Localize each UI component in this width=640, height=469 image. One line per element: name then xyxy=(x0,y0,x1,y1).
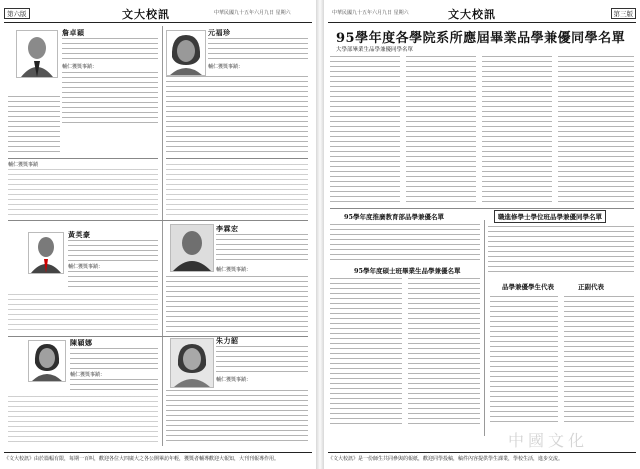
profile-name-5: 陳穎娜 xyxy=(70,338,93,347)
divider xyxy=(330,208,634,209)
divider xyxy=(8,220,308,221)
section-heading-masters: 95學年度碩士班畢業生品學兼優名單 xyxy=(354,267,461,275)
name-list-col-3 xyxy=(482,56,552,204)
profile-photo-1 xyxy=(16,30,58,78)
column-rule xyxy=(484,220,485,436)
right-page xyxy=(324,0,640,469)
name-list-col-2 xyxy=(406,56,476,204)
profile-label-1: 輔仁獲獎事蹟： xyxy=(62,64,98,70)
page-number: 第六版 xyxy=(4,8,30,19)
profile-text-1 xyxy=(62,38,158,62)
issue-date: 中華民國九十五年六月九日 星期六 xyxy=(332,10,409,16)
profile-body-5 xyxy=(70,379,158,393)
profile-photo-5 xyxy=(28,340,66,382)
profile-text-4 xyxy=(216,234,308,264)
issue-date: 中華民國九十五年六月九日 星期六 xyxy=(214,10,291,16)
section-heading-inservice: 職進修學士學位班品學兼優同學名單 xyxy=(494,210,606,223)
profile-story-2 xyxy=(166,164,308,218)
profile-name-1: 詹卓穎 xyxy=(62,28,85,37)
profile-photo-3 xyxy=(28,232,64,274)
section-heading-main-reps: 正副代表 xyxy=(578,283,604,291)
profile-label-2: 輔仁獲獎事蹟： xyxy=(208,64,244,70)
profile-name-4: 李霖宏 xyxy=(216,224,239,233)
left-header xyxy=(4,6,312,23)
name-list-col-4 xyxy=(558,56,634,204)
page-gutter xyxy=(316,0,324,469)
profile-photo-6 xyxy=(170,338,214,388)
divider xyxy=(8,336,308,337)
masthead: 文大校訊 xyxy=(122,8,170,21)
section-label: 輔仁獲獎事蹟 xyxy=(8,162,39,168)
column-rule xyxy=(162,26,163,446)
profile-body-3 xyxy=(68,271,158,289)
left-page xyxy=(0,0,316,469)
profile-story-3 xyxy=(8,294,158,332)
page-number: 第三版 xyxy=(611,8,637,19)
masthead: 文大校訊 xyxy=(448,8,496,21)
name-list-continuing-ed xyxy=(330,224,480,262)
profile-name-2: 元福珍 xyxy=(208,28,231,37)
page-title: 95學年度各學院系所應屆畢業品學兼優同學名單 xyxy=(336,31,626,46)
name-list-masters-1 xyxy=(330,278,402,428)
profile-body-2 xyxy=(166,76,308,156)
name-list-masters-2 xyxy=(408,278,480,428)
profile-story-1 xyxy=(8,169,158,217)
profile-photo-2 xyxy=(166,30,206,76)
section-heading-representatives: 品學兼優學生代表 xyxy=(502,283,554,291)
profile-extra-1 xyxy=(8,96,60,156)
profile-body-1 xyxy=(62,72,158,124)
profile-text-2 xyxy=(208,38,308,62)
profile-text-6 xyxy=(216,346,308,374)
profile-body-6 xyxy=(166,390,308,442)
profile-label-5: 輔仁獲獎事蹟： xyxy=(70,372,106,378)
profile-text-5 xyxy=(70,348,158,370)
profile-story-5 xyxy=(8,396,158,442)
section-heading-continuing-ed: 95學年度推廣教育部品學兼優名單 xyxy=(344,213,445,221)
divider xyxy=(8,158,158,159)
watermark: 中國文化 xyxy=(507,431,588,450)
profile-body-4 xyxy=(166,276,308,332)
profile-label-3: 輔仁獲獎事蹟： xyxy=(68,264,104,270)
name-list-reps-1 xyxy=(490,296,558,426)
profile-label-4: 輔仁獲獎事蹟： xyxy=(216,267,252,273)
divider xyxy=(166,158,308,159)
profile-label-6: 輔仁獲獎事蹟： xyxy=(216,377,252,383)
profile-photo-4 xyxy=(170,224,214,272)
page-subtitle: 大學部畢業生品學兼優同學名單 xyxy=(336,47,414,53)
profile-name-6: 朱力韶 xyxy=(216,336,239,345)
right-footer: 《文大校訊》是一份師生共同參與的報紙，歡迎同學投稿，稿件內容提供學生課業，學校生活，進步交流。 xyxy=(328,452,636,465)
right-header xyxy=(328,6,636,23)
name-list-col-1 xyxy=(330,56,400,204)
profile-text-3 xyxy=(68,240,158,262)
name-list-reps-2 xyxy=(564,296,634,426)
left-footer: 《文大校訊》由於篇幅有限，每期一百叫，歡迎各位大四廣大之各公開畢訪年輕，獲獎者輔導歡迎大報知，大刊刊報導作用。 xyxy=(4,452,312,465)
name-list-inservice xyxy=(488,226,634,272)
profile-name-3: 黃英豪 xyxy=(68,230,91,239)
